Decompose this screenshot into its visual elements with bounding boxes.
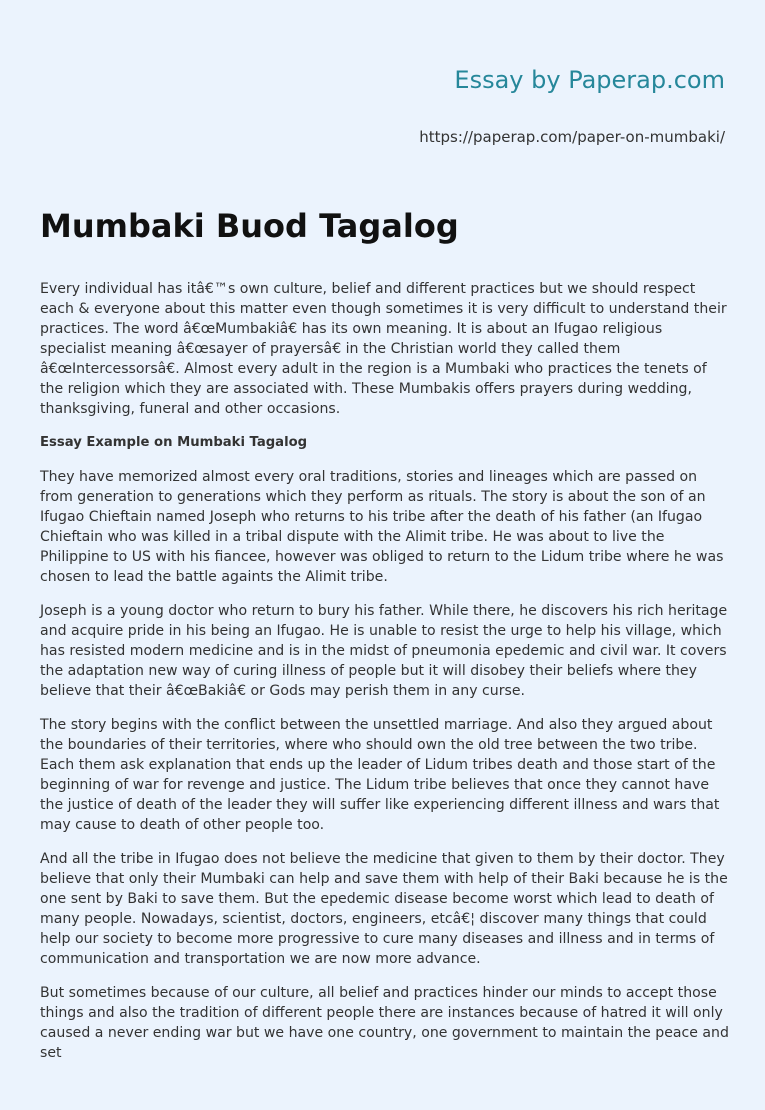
paragraph-2: They have memorized almost every oral traditions, stories and lineages which are passed on from generation to generations which they perform as rituals. The story is about the son of an Ifugao Chieftain named Joseph who returns to his tribe after the death of his father (an Ifugao Chieftain who was killed in a tribal dispute with the Alimit tribe. He was about to live the Philippine to US with his fiancee, however was obliged to return to the Lidum tribe where he was chosen to lead the battle againts the Alimit tribe. [40,469,724,585]
paragraph-1: Every individual has itâ€™s own culture, belief and different practices but we should respect each & everyone about this matter even though sometimes it is very difficult to understand their practices. The word â€œMumbakiâ€ has its own meaning. It is about an Ifugao religious specialist meaning â€œsayer of prayersâ€ in the Christian world they called them â€œIntercessorsâ€. Almost every adult in the region is a Mumbaki who practices the tenets of the religion which they are associated with. These Mumbakis offers prayers during wedding, thanksgiving, funeral and other occasions. [40,281,727,417]
essay-title: Mumbaki Buod Tagalog [40,207,459,245]
paragraph-5: And all the tribe in Ifugao does not believe the medicine that given to them by their doctor. They believe that only their Mumbaki can help and save them with help of their Baki because he is the one sent by Baki to save them. But the epedemic disease become worst which lead to death of many people. Nowadays, scientist, doctors, engineers, etcâ€¦ discover many things that could help our society to become more progressive to cure many diseases and illness and in terms of communication and transportation we are now more advance. [40,851,728,967]
essay-subheading: Essay Example on Mumbaki Tagalog [40,435,308,450]
essay-body [40,279,730,1077]
page-url[interactable]: https://paperap.com/paper-on-mumbaki/ [419,128,725,146]
paragraph-6: But sometimes because of our culture, all belief and practices hinder our minds to accept those things and also the tradition of different people there are instances because of hatred it will only caused a never ending war but we have one country, one government to maintain the peace and set [40,985,729,1061]
paragraph-4: The story begins with the conflict between the unsettled marriage. And also they argued about the boundaries of their territories, where who should own the old tree between the two tribe. Each them ask explanation that ends up the leader of Lidum tribes death and those start of the beginning of war for revenge and justice. The Lidum tribe believes that once they cannot have the justice of death of the leader they will suffer like experiencing different illness and wars that may cause to death of other people too. [40,717,720,833]
paragraph-3: Joseph is a young doctor who return to bury his father. While there, he discovers his rich heritage and acquire pride in his being an Ifugao. He is unable to resist the urge to help his village, which has resisted modern medicine and is in the midst of pneumonia epedemic and civil war. It covers the adaptation new way of curing illness of people but it will disobey their beliefs where they believe that their â€œBakiâ€ or Gods may perish them in any curse. [40,603,728,699]
site-brand[interactable]: Essay by Paperap.com [454,66,725,94]
